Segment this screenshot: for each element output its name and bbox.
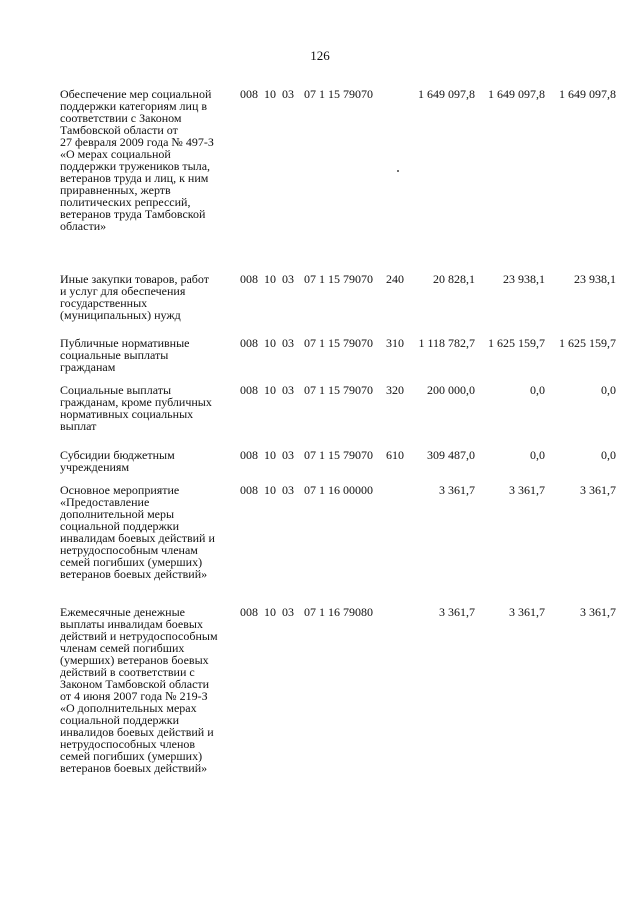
subsection-code: 03 — [282, 272, 294, 286]
ministry-code: 008 — [240, 272, 258, 286]
amount-year-3: 3 361,7 — [580, 605, 616, 619]
section-code: 10 — [264, 605, 276, 619]
amount-year-2: 3 361,7 — [509, 483, 545, 497]
ministry-code: 008 — [240, 605, 258, 619]
amount-year-2: 0,0 — [530, 448, 545, 462]
section-code: 10 — [264, 383, 276, 397]
amount-year-2: 1 649 097,8 — [488, 87, 545, 101]
row-description: Ежемесячные денежные выплаты инвалидам боевых действий и нетрудоспособным членам семей погибших (умерших) ветеранов боевых действий в соответствии с Законом Тамбовской области от 4 июня 2007 года № 219-З «О дополнительных мерах социальной поддержки инвалидов боевых действий и нетрудоспособных членов семей погибших (умерших) ветеранов боевых действий» — [60, 605, 218, 775]
row-description: Иные закупки товаров, работ и услуг для обеспечения государственных (муниципальных) нужд — [60, 272, 209, 322]
amount-year-3: 1 625 159,7 — [559, 336, 616, 350]
amount-year-1: 20 828,1 — [433, 272, 475, 286]
scan-speck — [397, 170, 399, 172]
row-description: Обеспечение мер социальной поддержки категориям лиц в соответствии с Законом Тамбовской области от 27 февраля 2009 года № 497-З «О мерах социальной поддержки тружеников тыла, ветеранов труда и лиц, к ним приравненных, жертв политических репрессий, ветеранов труда Тамбовской области» — [60, 87, 214, 233]
expense-type-code: 310 — [386, 336, 404, 350]
amount-year-1: 1 649 097,8 — [418, 87, 475, 101]
target-article-code: 07 1 16 00000 — [304, 483, 373, 497]
amount-year-2: 1 625 159,7 — [488, 336, 545, 350]
target-article-code: 07 1 15 79070 — [304, 383, 373, 397]
ministry-code: 008 — [240, 483, 258, 497]
amount-year-3: 1 649 097,8 — [559, 87, 616, 101]
amount-year-2: 23 938,1 — [503, 272, 545, 286]
expense-type-code: 610 — [386, 448, 404, 462]
page-number: 126 — [310, 48, 330, 63]
amount-year-1: 3 361,7 — [439, 483, 475, 497]
subsection-code: 03 — [282, 87, 294, 101]
section-code: 10 — [264, 272, 276, 286]
subsection-code: 03 — [282, 605, 294, 619]
row-description: Социальные выплаты гражданам, кроме публичных нормативных социальных выплат — [60, 383, 212, 433]
amount-year-3: 0,0 — [601, 448, 616, 462]
target-article-code: 07 1 16 79080 — [304, 605, 373, 619]
subsection-code: 03 — [282, 383, 294, 397]
target-article-code: 07 1 15 79070 — [304, 336, 373, 350]
section-code: 10 — [264, 87, 276, 101]
amount-year-1: 1 118 782,7 — [418, 336, 475, 350]
amount-year-2: 3 361,7 — [509, 605, 545, 619]
subsection-code: 03 — [282, 483, 294, 497]
ministry-code: 008 — [240, 448, 258, 462]
row-description: Основное мероприятие «Предоставление дополнительной меры социальной поддержки инвалидам боевых действий и нетрудоспособным членам семей погибших (умерших) ветеранов боевых действий» — [60, 483, 215, 581]
amount-year-3: 23 938,1 — [574, 272, 616, 286]
row-description: Субсидии бюджетным учреждениям — [60, 448, 175, 474]
subsection-code: 03 — [282, 448, 294, 462]
expense-type-code: 320 — [386, 383, 404, 397]
amount-year-1: 3 361,7 — [439, 605, 475, 619]
ministry-code: 008 — [240, 87, 258, 101]
subsection-code: 03 — [282, 336, 294, 350]
target-article-code: 07 1 15 79070 — [304, 87, 373, 101]
amount-year-1: 309 487,0 — [427, 448, 475, 462]
ministry-code: 008 — [240, 336, 258, 350]
section-code: 10 — [264, 483, 276, 497]
target-article-code: 07 1 15 79070 — [304, 448, 373, 462]
row-description: Публичные нормативные социальные выплаты гражданам — [60, 336, 190, 374]
target-article-code: 07 1 15 79070 — [304, 272, 373, 286]
amount-year-3: 0,0 — [601, 383, 616, 397]
amount-year-3: 3 361,7 — [580, 483, 616, 497]
amount-year-1: 200 000,0 — [427, 383, 475, 397]
ministry-code: 008 — [240, 383, 258, 397]
section-code: 10 — [264, 448, 276, 462]
expense-type-code: 240 — [386, 272, 404, 286]
amount-year-2: 0,0 — [530, 383, 545, 397]
section-code: 10 — [264, 336, 276, 350]
